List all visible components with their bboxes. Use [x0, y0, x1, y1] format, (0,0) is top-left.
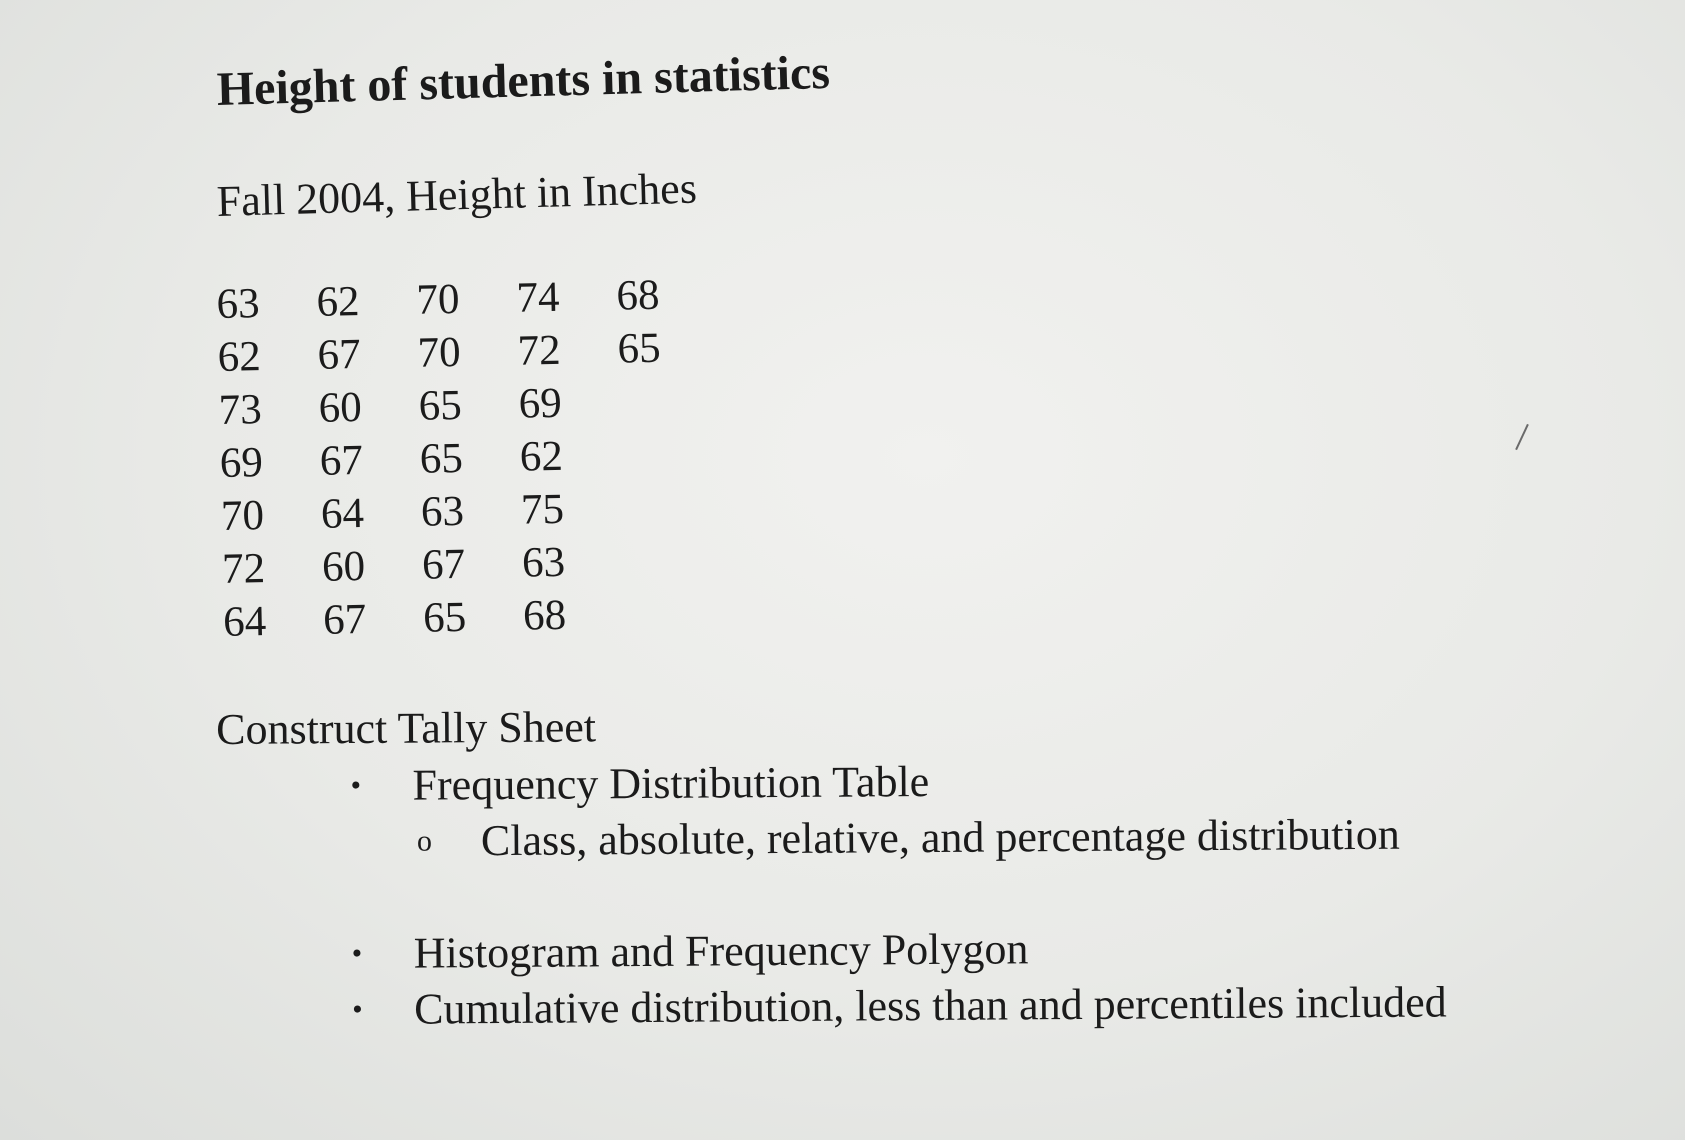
table-cell: 62 [519, 432, 564, 481]
bullet-icon: • [352, 992, 363, 1027]
list-item [216, 756, 930, 815]
list-item [218, 977, 1447, 1039]
table-cell: 65 [422, 593, 467, 642]
sub-list-item-label: Class, absolute, relative, and percentage distribution [480, 809, 1400, 866]
sub-list-item [217, 809, 1400, 871]
table-cell: 64 [222, 598, 267, 646]
instructions-heading: Construct Tally Sheet [216, 702, 597, 754]
table-row [223, 585, 724, 648]
table-cell: 67 [322, 595, 367, 644]
table-cell [621, 532, 722, 587]
table-cell [619, 426, 720, 481]
table-cell [623, 585, 724, 640]
list-item-label: Cumulative distribution, less than and percentiles included [413, 977, 1447, 1034]
table-cell: 75 [520, 485, 565, 534]
table-cell: 63 [216, 280, 261, 328]
table-cell: 63 [521, 538, 566, 587]
table-cell: 73 [218, 386, 263, 434]
document-subtitle: Fall 2004, Height in Inches [216, 163, 698, 226]
table-cell: 69 [518, 379, 563, 428]
table-cell: 70 [417, 328, 462, 377]
table-cell: 70 [416, 275, 460, 324]
table-cell: 62 [316, 278, 361, 326]
bullet-icon: • [350, 768, 362, 803]
list-item-label: Histogram and Frequency Polygon [413, 924, 1029, 978]
bullet-icon: • [351, 936, 363, 971]
table-cell: 72 [517, 326, 562, 375]
table-cell: 70 [220, 492, 265, 540]
table-cell: 60 [321, 542, 366, 591]
pen-mark [1515, 424, 1529, 450]
height-data-table [216, 268, 724, 649]
table-cell: 72 [221, 545, 266, 593]
table-cell: 65 [418, 381, 463, 430]
table-cell: 63 [420, 487, 465, 536]
table-cell: 74 [515, 273, 560, 322]
table-cell: 65 [419, 434, 464, 483]
table-cell: 68 [615, 271, 660, 320]
document-title: Height of students in statistics [216, 45, 831, 116]
table-cell: 60 [318, 383, 363, 432]
table-cell: 67 [317, 330, 362, 379]
table-cell: 65 [617, 324, 662, 373]
table-cell [620, 479, 721, 534]
instructions-section [216, 701, 1447, 1039]
table-cell: 69 [219, 439, 264, 487]
list-item [218, 924, 1029, 983]
table-cell [618, 374, 719, 429]
table-cell: 64 [320, 489, 365, 538]
table-cell: 67 [319, 436, 364, 485]
list-item-label: Frequency Distribution Table [412, 757, 930, 810]
table-cell: 62 [217, 333, 262, 381]
table-cell: 67 [421, 540, 466, 589]
hollow-bullet-icon: o [416, 824, 433, 858]
table-cell: 68 [522, 591, 567, 640]
